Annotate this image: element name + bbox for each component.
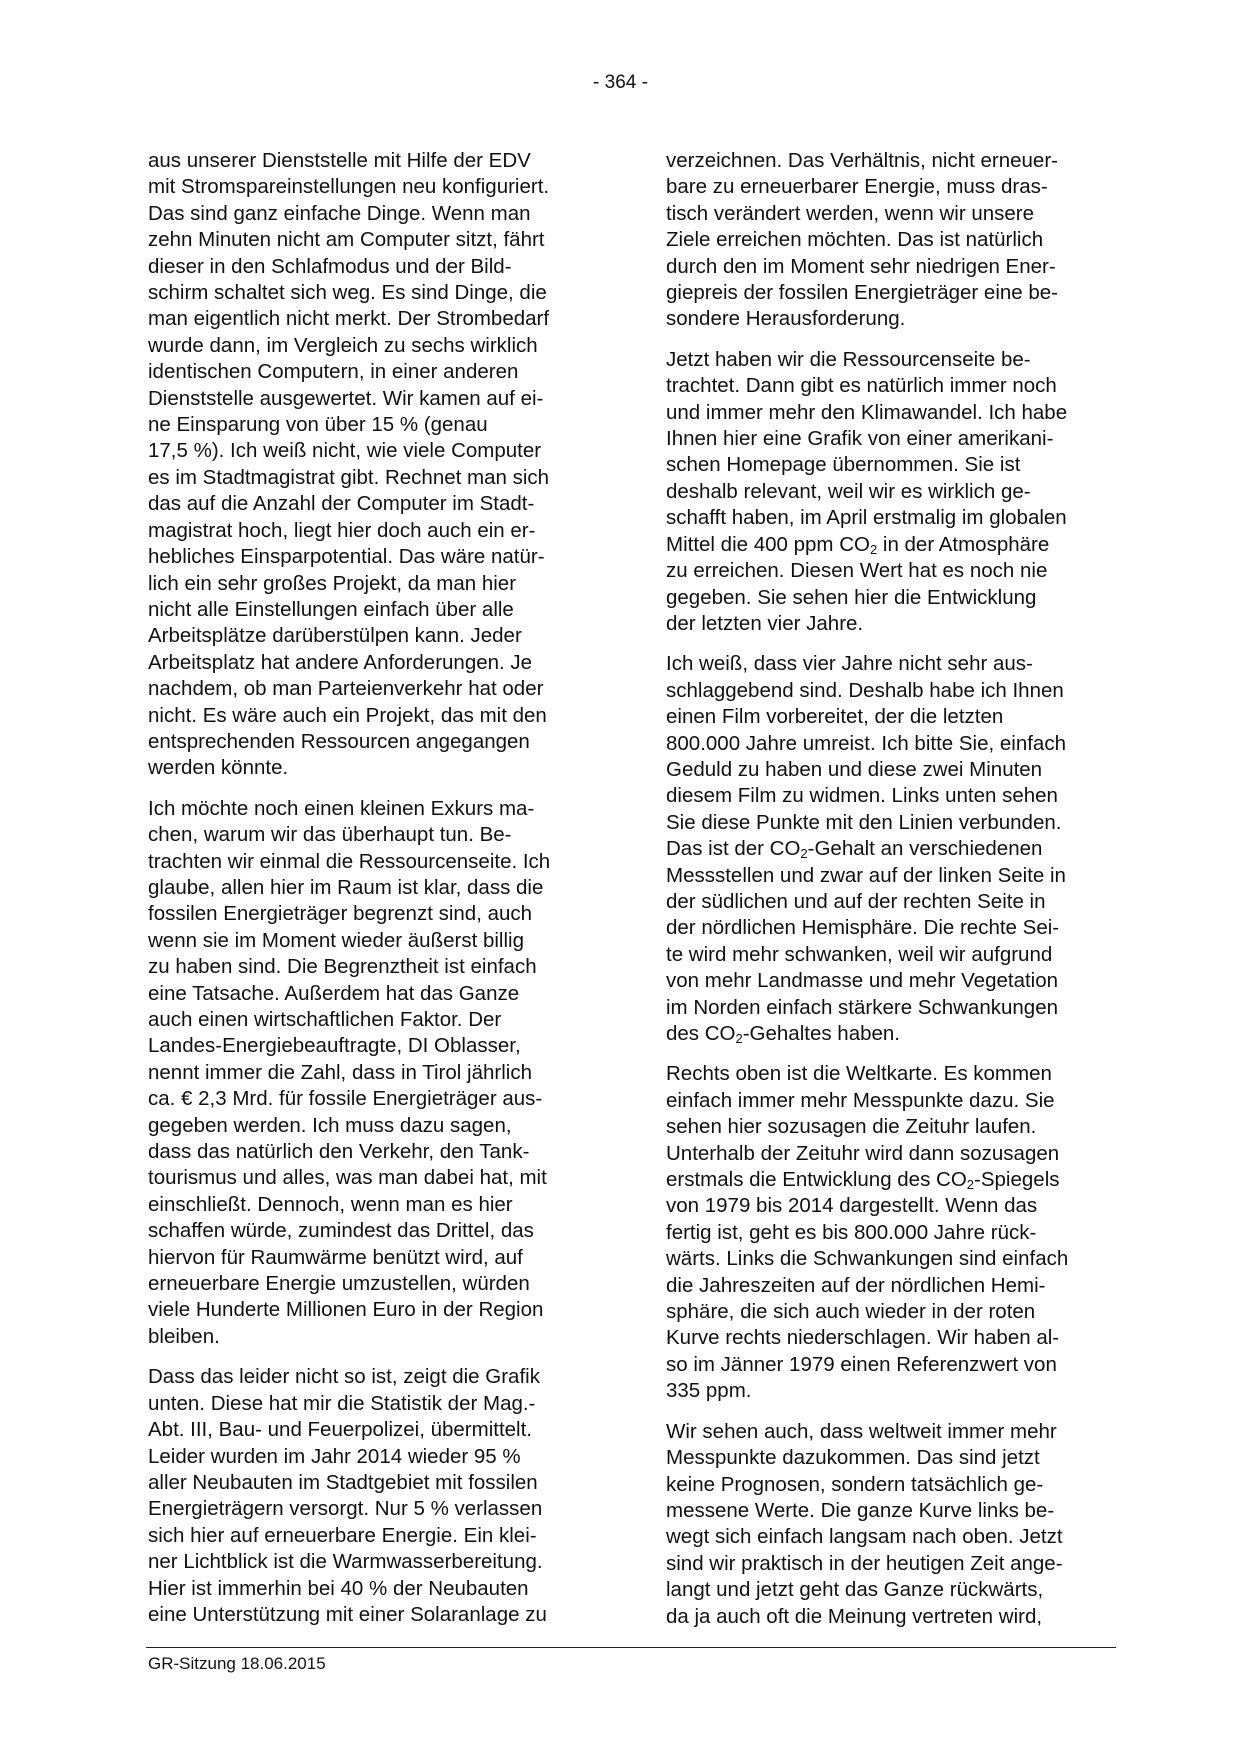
text-line: nachdem, ob man Parteienverkehr hat oder [148, 677, 544, 701]
text-line: schirm schaltet sich weg. Es sind Dinge, die [148, 281, 547, 305]
text-line: schen Homepage übernommen. Sie ist [666, 453, 1021, 477]
text-line: von mehr Landmasse und mehr Vegetation [666, 969, 1059, 993]
text-line: sind wir praktisch in der heutigen Zeit ange- [666, 1551, 1063, 1575]
text-line: bleiben. [148, 1324, 220, 1348]
text-line: Jetzt haben wir die Ressourcenseite be- [666, 347, 1031, 371]
text-line: Sie diese Punkte mit den Linien verbunden. [666, 810, 1062, 834]
text-line: sphäre, die sich auch wieder in der roten [666, 1300, 1036, 1324]
text-line: Energieträgern versorgt. Nur 5 % verlassen [148, 1497, 543, 1521]
text-line: des $CO_2$-Gehaltes haben. [666, 1022, 901, 1046]
text-line: Unterhalb der Zeituhr wird dann sozusagen [666, 1141, 1060, 1165]
text-line: sehen hier sozusagen die Zeituhr laufen. [666, 1115, 1037, 1139]
text-line: Hier ist immerhin bei 40 % der Neubauten [148, 1576, 529, 1600]
text-line: auch einen wirtschaftlichen Faktor. Der [148, 1008, 502, 1031]
paragraph [148, 148, 588, 782]
text-line: te wird mehr schwanken, weil wir aufgrund [666, 942, 1053, 966]
text-line: durch den im Moment sehr niedrigen Ener- [666, 254, 1056, 278]
text-line: Leider wurden im Jahr 2014 wieder 95 % [148, 1444, 521, 1468]
text-line: identischen Computern, in einer anderen [148, 360, 519, 384]
text-line: erstmals die Entwicklung des $CO_2$-Spiegels [666, 1168, 1060, 1193]
page-number: - 364 - [593, 72, 648, 93]
text-line: magistrat hoch, liegt hier doch auch ein er- [148, 518, 536, 542]
text-line: ner Lichtblick ist die Warmwasserbereitung. [148, 1550, 543, 1574]
text-line: Abt. III, Bau- und Feuerpolizei, übermittelt. [148, 1418, 532, 1442]
text-line: sondere Herausforderung. [666, 307, 906, 331]
text-line: und immer mehr den Klimawandel. Ich habe [666, 400, 1068, 424]
text-line: Ich möchte noch einen kleinen Exkurs ma- [148, 796, 535, 820]
text-line: eine Tatsache. Außerdem hat das Ganze [148, 981, 520, 1005]
text-line: schafft haben, im April erstmalig im globalen [666, 506, 1067, 530]
paragraph [666, 148, 1106, 333]
text-line: bare zu erneuerbarer Energie, muss dras- [666, 175, 1048, 199]
text-line: Messstellen und zwar auf der linken Seite in [666, 863, 1066, 887]
text-line: fossilen Energieträger begrenzt sind, auch [148, 902, 533, 926]
text-line: es im Stadtmagistrat gibt. Rechnet man sich [148, 465, 550, 489]
text-line: Ich weiß, dass vier Jahre nicht sehr aus- [666, 652, 1033, 676]
text-line: da ja auch oft die Meinung vertreten wird, [666, 1604, 1043, 1628]
text-line: erneuerbare Energie umzustellen, würden [148, 1272, 530, 1296]
text-line: schaffen würde, zumindest das Drittel, das [148, 1219, 534, 1243]
text-line: verzeichnen. Das Verhältnis, nicht erneuer- [666, 149, 1058, 172]
text-line: trachtet. Dann gibt es natürlich immer noch [666, 374, 1057, 398]
text-line: deshalb relevant, weil wir es wirklich ge- [666, 479, 1031, 503]
text-line: messene Werte. Die ganze Kurve links be- [666, 1498, 1055, 1522]
text-line: fertig ist, geht es bis 800.000 Jahre rück- [666, 1220, 1037, 1244]
text-line: die Jahreszeiten auf der nördlichen Hemi- [666, 1273, 1046, 1297]
text-line: diesem Film zu widmen. Links unten sehen [666, 784, 1058, 808]
text-line: Wir sehen auch, dass weltweit immer mehr [666, 1419, 1057, 1443]
text-line: mit Stromspareinstellungen neu konfiguriert. [148, 175, 550, 199]
text-line: man eigentlich nicht merkt. Der Strombedarf [148, 307, 550, 331]
paragraph [666, 347, 1106, 637]
text-line: einschließt. Dennoch, wenn man es hier [148, 1192, 513, 1216]
text-line: Kurve rechts niederschlagen. Wir haben al- [666, 1326, 1060, 1350]
text-line: Dass das leider nicht so ist, zeigt die Grafik [148, 1365, 540, 1389]
text-line: aller Neubauten im Stadtgebiet mit fossilen [148, 1470, 538, 1494]
text-line: Messpunkte dazukommen. Das sind jetzt [666, 1446, 1040, 1470]
text-line: trachten wir einmal die Ressourcenseite. Ich [148, 849, 551, 873]
text-line: 17,5 %). Ich weiß nicht, wie viele Computer [148, 439, 542, 463]
text-line: gegeben werden. Ich muss dazu sagen, [148, 1113, 512, 1137]
paragraph [148, 796, 588, 1351]
text-line: Arbeitsplätze darüberstülpen kann. Jeder [148, 624, 522, 648]
text-line: gegeben. Sie sehen hier die Entwicklung [666, 585, 1037, 609]
text-line: zu erreichen. Diesen Wert hat es noch nie [666, 559, 1048, 583]
text-line: werden könnte. [148, 756, 289, 780]
text-line: Landes-Energiebeauftragte, DI Oblasser, [148, 1034, 521, 1058]
text-line: Geduld zu haben und diese zwei Minuten [666, 757, 1043, 781]
text-line: hebliches Einsparpotential. Das wäre natür- [148, 545, 545, 569]
text-line: viele Hunderte Millionen Euro in der Region [148, 1298, 544, 1322]
paragraph [666, 1061, 1106, 1404]
text-line: entsprechenden Ressourcen angegangen [148, 729, 530, 753]
text-line: so im Jänner 1979 einen Referenzwert von [666, 1352, 1057, 1376]
text-line: eine Unterstützung mit einer Solaranlage zu [148, 1602, 547, 1626]
left-column [148, 148, 588, 1642]
text-line: das auf die Anzahl der Computer im Stadt- [148, 492, 535, 516]
text-line: einen Film vorbereitet, der die letzten [666, 705, 1004, 729]
text-line: tourismus und alles, was man dabei hat, mit [148, 1166, 547, 1190]
text-line: nicht alle Einstellungen einfach über alle [148, 597, 514, 621]
text-line: aus unserer Dienststelle mit Hilfe der EDV [148, 149, 531, 172]
text-line: zu haben sind. Die Begrenztheit ist einfach [148, 955, 537, 979]
text-line: zehn Minuten nicht am Computer sitzt, fährt [148, 228, 545, 252]
text-line: im Norden einfach stärkere Schwankungen [666, 995, 1058, 1019]
text-line: langt und jetzt geht das Ganze rückwärts, [666, 1578, 1044, 1602]
text-line: der nördlichen Hemisphäre. Die rechte Sei- [666, 916, 1060, 940]
text-line: ca. € 2,3 Mrd. für fossile Energieträger aus- [148, 1087, 543, 1111]
text-line: schlaggebend sind. Deshalb habe ich Ihnen [666, 678, 1064, 702]
text-line: Ihnen hier eine Grafik von einer amerikani- [666, 427, 1054, 451]
text-line: Mittel die 400 ppm $CO_2$ in der Atmosphäre [666, 532, 1050, 557]
text-line: 335 ppm. [666, 1379, 752, 1403]
right-column [666, 148, 1106, 1644]
text-line: nennt immer die Zahl, dass in Tirol jährlich [148, 1060, 532, 1084]
text-line: hiervon für Raumwärme benützt wird, auf [148, 1245, 523, 1269]
text-line: Arbeitsplatz hat andere Anforderungen. Je [148, 650, 533, 674]
text-line: chen, warum wir das überhaupt tun. Be- [148, 823, 512, 847]
text-line: wegt sich einfach langsam nach oben. Jetzt [666, 1525, 1063, 1549]
text-line: der südlichen und auf der rechten Seite in [666, 889, 1046, 913]
text-line: dass das natürlich den Verkehr, den Tank- [148, 1140, 530, 1164]
text-line: lich ein sehr großes Projekt, da man hier [148, 571, 517, 595]
text-line: keine Prognosen, sondern tatsächlich ge- [666, 1472, 1044, 1496]
text-line: nicht. Es wäre auch ein Projekt, das mit den [148, 703, 547, 727]
paragraph [666, 1419, 1106, 1630]
text-line: einfach immer mehr Messpunkte dazu. Sie [666, 1088, 1055, 1112]
text-line: ne Einsparung von über 15 % (genau [148, 413, 488, 437]
text-line: unten. Diese hat mir die Statistik der Mag.- [148, 1391, 536, 1415]
text-line: Rechts oben ist die Weltkarte. Es kommen [666, 1062, 1052, 1086]
text-line: sich hier auf erneuerbare Energie. Ein klei- [148, 1523, 537, 1547]
text-line: glaube, allen hier im Raum ist klar, dass die [148, 875, 544, 899]
text-line: tisch verändert werden, wenn wir unsere [666, 201, 1035, 225]
text-line: giepreis der fossilen Energieträger eine be- [666, 281, 1059, 305]
paragraph [666, 651, 1106, 1047]
text-line: Dienststelle ausgewertet. Wir kamen auf ei- [148, 386, 544, 410]
text-line: Das ist der $CO_2$-Gehalt an verschiedenen [666, 837, 1043, 862]
text-line: wurde dann, im Vergleich zu sechs wirklich [148, 333, 538, 357]
text-line: Das sind ganz einfache Dinge. Wenn man [148, 201, 531, 225]
text-line: 800.000 Jahre umreist. Ich bitte Sie, einfach [666, 731, 1066, 755]
text-line: dieser in den Schlafmodus und der Bild- [148, 254, 512, 278]
footer-divider [146, 1647, 1116, 1648]
text-line: von 1979 bis 2014 dargestellt. Wenn das [666, 1194, 1038, 1218]
text-line: wenn sie im Moment wieder äußerst billig [148, 928, 524, 952]
text-line: wärts. Links die Schwankungen sind einfach [666, 1247, 1069, 1271]
text-line: der letzten vier Jahre. [666, 611, 864, 635]
text-line: Ziele erreichen möchten. Das ist natürlich [666, 228, 1044, 252]
footer-session-date: GR-Sitzung 18.06.2015 [148, 1654, 326, 1673]
paragraph [148, 1364, 588, 1628]
